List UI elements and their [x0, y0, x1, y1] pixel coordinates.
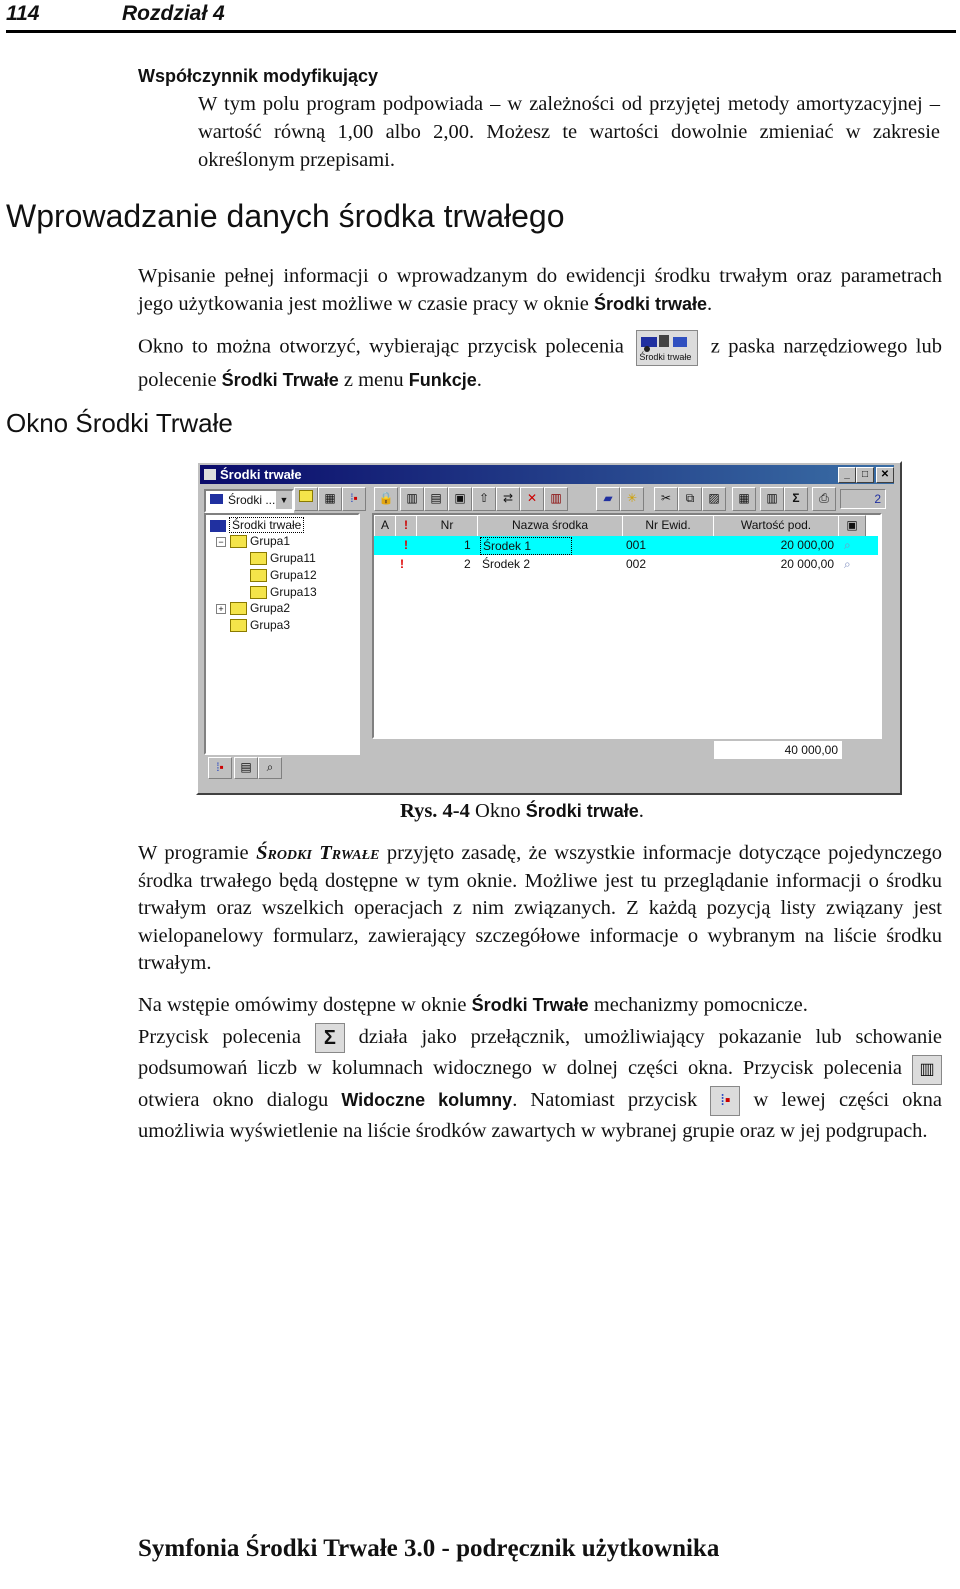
asset-list: [372, 513, 882, 739]
sum-icon[interactable]: Σ: [784, 487, 808, 511]
field-label: Współczynnik modyfikujący: [138, 66, 379, 86]
folder-icon: [250, 569, 267, 582]
sum-icon: Σ: [315, 1023, 345, 1053]
column-value[interactable]: Wartość pod.: [713, 515, 839, 537]
page-footer: Symfonia Środki Trwałe 3.0 - podręcznik użytkownika: [138, 1535, 720, 1562]
search-icon[interactable]: ⌕: [258, 757, 282, 779]
folder-icon: [250, 586, 267, 599]
subgroups-icon: ⁞▪: [710, 1086, 740, 1116]
section-heading: Wprowadzanie danych środka trwałego: [6, 198, 565, 234]
tree-root[interactable]: Środki trwałe: [210, 518, 304, 532]
table-row[interactable]: ! 2 Środek 2 002 20 000,00 ⌕: [374, 555, 878, 574]
srodki-trwale-toolbar-icon: Środki trwałe: [636, 330, 698, 366]
copy-icon[interactable]: ⧉: [678, 487, 702, 511]
close-button[interactable]: ✕: [876, 467, 894, 483]
split-icon[interactable]: ▥: [544, 487, 568, 511]
field-description: W tym polu program podpowiada – w zależności od przyjętej metody amortyzacyjnej – wartość równą 1,00 albo 2,00. Możesz te wartości dowolnie zmieniać w zakresie określonym przepisami.: [198, 93, 940, 171]
add-asset-icon[interactable]: ▰: [596, 487, 620, 511]
minimize-button[interactable]: _: [838, 467, 856, 483]
transfer-icon[interactable]: ⇄: [496, 487, 520, 511]
tree-item-grupa3[interactable]: Grupa3: [230, 618, 290, 632]
properties-icon[interactable]: ▦: [732, 487, 756, 511]
new-group-icon[interactable]: [294, 487, 318, 511]
expand-icon[interactable]: +: [216, 604, 226, 614]
maximize-button[interactable]: □: [856, 467, 874, 483]
tree-item-grupa2[interactable]: Grupa2: [230, 601, 290, 615]
window-app-icon: [204, 469, 216, 480]
tree-item-grupa1[interactable]: Grupa1: [230, 534, 290, 548]
paragraph-principle: W programie Środki Trwałe przyjęto zasadę, że wszystkie informacje dotyczące pojedynczego środka trwałego będą dostępne w tym oknie. Możliwe jest tu przeglądanie informacji o środku trwałym oraz wszelkich operacjach z nim związanych. Z każdą pozycją listy związany jest wielopanelowy formularz, zawierający szczegółowe informacje o wybranym na liście środku trwałym.: [138, 842, 942, 974]
combo-value: Środki ...: [228, 493, 276, 507]
total-value: 40 000,00: [714, 741, 842, 759]
paragraph-intro: Wpisanie pełnej informacji o wprowadzanym do ewidencji środku trwałym oraz parametrach jego użytkowania jest możliwe w czasie pracy w oknie Środki trwałe.: [138, 265, 942, 315]
paragraph-buttons: Przycisk polecenia Σ działa jako przełącznik, umożliwiający pokazanie lub schowanie podsumowań liczb w kolumnach widocznego w dolnej części okna. Przycisk polecenia ▥ otwiera okno dialogu Widoczne kolumny. Natomiast przycisk ⁞▪ w lewej części okna umożliwia wyświetlenie na liście środków zawartych w wybranej grupie oraz w jej podgrupach.: [138, 1022, 942, 1146]
delete-group-icon[interactable]: ▦: [318, 487, 342, 511]
window-title-bar: [200, 465, 894, 484]
details-icon[interactable]: ⌕: [844, 538, 851, 552]
table-row[interactable]: 1 Środek 1 001 20 000,00 ⌕: [374, 536, 878, 555]
group-tree: [204, 513, 360, 755]
page-field[interactable]: 2: [840, 489, 886, 509]
paragraph-mechanisms: Na wstępie omówimy dostępne w oknie Środki Trwałe mechanizmy pomocnicze.: [138, 994, 808, 1016]
page-number: 114: [6, 2, 40, 25]
new-item-icon[interactable]: ✳: [620, 487, 644, 511]
chart-icon[interactable]: ▤: [424, 487, 448, 511]
group-combo[interactable]: [204, 489, 294, 513]
column-name[interactable]: Nazwa środka: [477, 515, 623, 537]
tree-item-grupa12[interactable]: Grupa12: [250, 568, 317, 582]
details-icon[interactable]: ⌕: [844, 557, 851, 571]
folder-icon: [250, 552, 267, 565]
tree-item-grupa11[interactable]: Grupa11: [250, 551, 316, 565]
chapter-title: Rozdział 4: [122, 2, 225, 25]
folder-icon: [230, 602, 247, 615]
visible-columns-icon: ▥: [912, 1055, 942, 1085]
folder-icon: [230, 619, 247, 632]
warning-icon: !: [404, 538, 408, 552]
lock-icon[interactable]: 🔒: [374, 487, 398, 511]
combo-icon: [210, 494, 223, 504]
print-icon[interactable]: ⎙: [812, 487, 836, 511]
calendar-icon[interactable]: ▣: [448, 487, 472, 511]
subsection-heading: Okno Środki Trwałe: [6, 408, 233, 438]
chevron-down-icon[interactable]: ▼: [276, 491, 292, 509]
warning-icon: !: [400, 557, 404, 571]
srodki-trwale-window: [196, 461, 902, 795]
column-nr[interactable]: Nr: [416, 515, 478, 537]
subgroups-toggle-icon[interactable]: ⁞▪: [342, 487, 366, 511]
column-ewid[interactable]: Nr Ewid.: [622, 515, 714, 537]
folder-icon: [230, 535, 247, 548]
depreciation-icon[interactable]: ⇧: [472, 487, 496, 511]
sort-column[interactable]: A: [374, 515, 396, 537]
assets-icon: [210, 520, 226, 532]
figure-caption: Rys. 4-4 Okno Środki trwałe.: [400, 800, 644, 822]
window-title: Środki trwałe: [220, 467, 302, 482]
tree-item-grupa13[interactable]: Grupa13: [250, 585, 317, 599]
warning-column[interactable]: !: [395, 515, 417, 537]
cut-icon[interactable]: ✂: [654, 487, 678, 511]
liquidate-icon[interactable]: ✕: [520, 487, 544, 511]
paragraph-open: Okno to można otworzyć, wybierając przycisk polecenia Środki trwałe z paska narzędziowego lub polecenie Środki Trwałe z menu Funkcje.: [138, 330, 942, 395]
building-icon[interactable]: ▥: [400, 487, 424, 511]
visible-columns-icon[interactable]: ▥: [760, 487, 784, 511]
collapse-icon[interactable]: −: [216, 537, 226, 547]
column-options-icon[interactable]: ▣: [838, 515, 866, 537]
subgroups-icon[interactable]: ⁞▪: [208, 757, 232, 779]
paste-icon[interactable]: ▨: [702, 487, 726, 511]
document-icon[interactable]: ▤: [234, 757, 258, 779]
page-header: [6, 0, 956, 33]
